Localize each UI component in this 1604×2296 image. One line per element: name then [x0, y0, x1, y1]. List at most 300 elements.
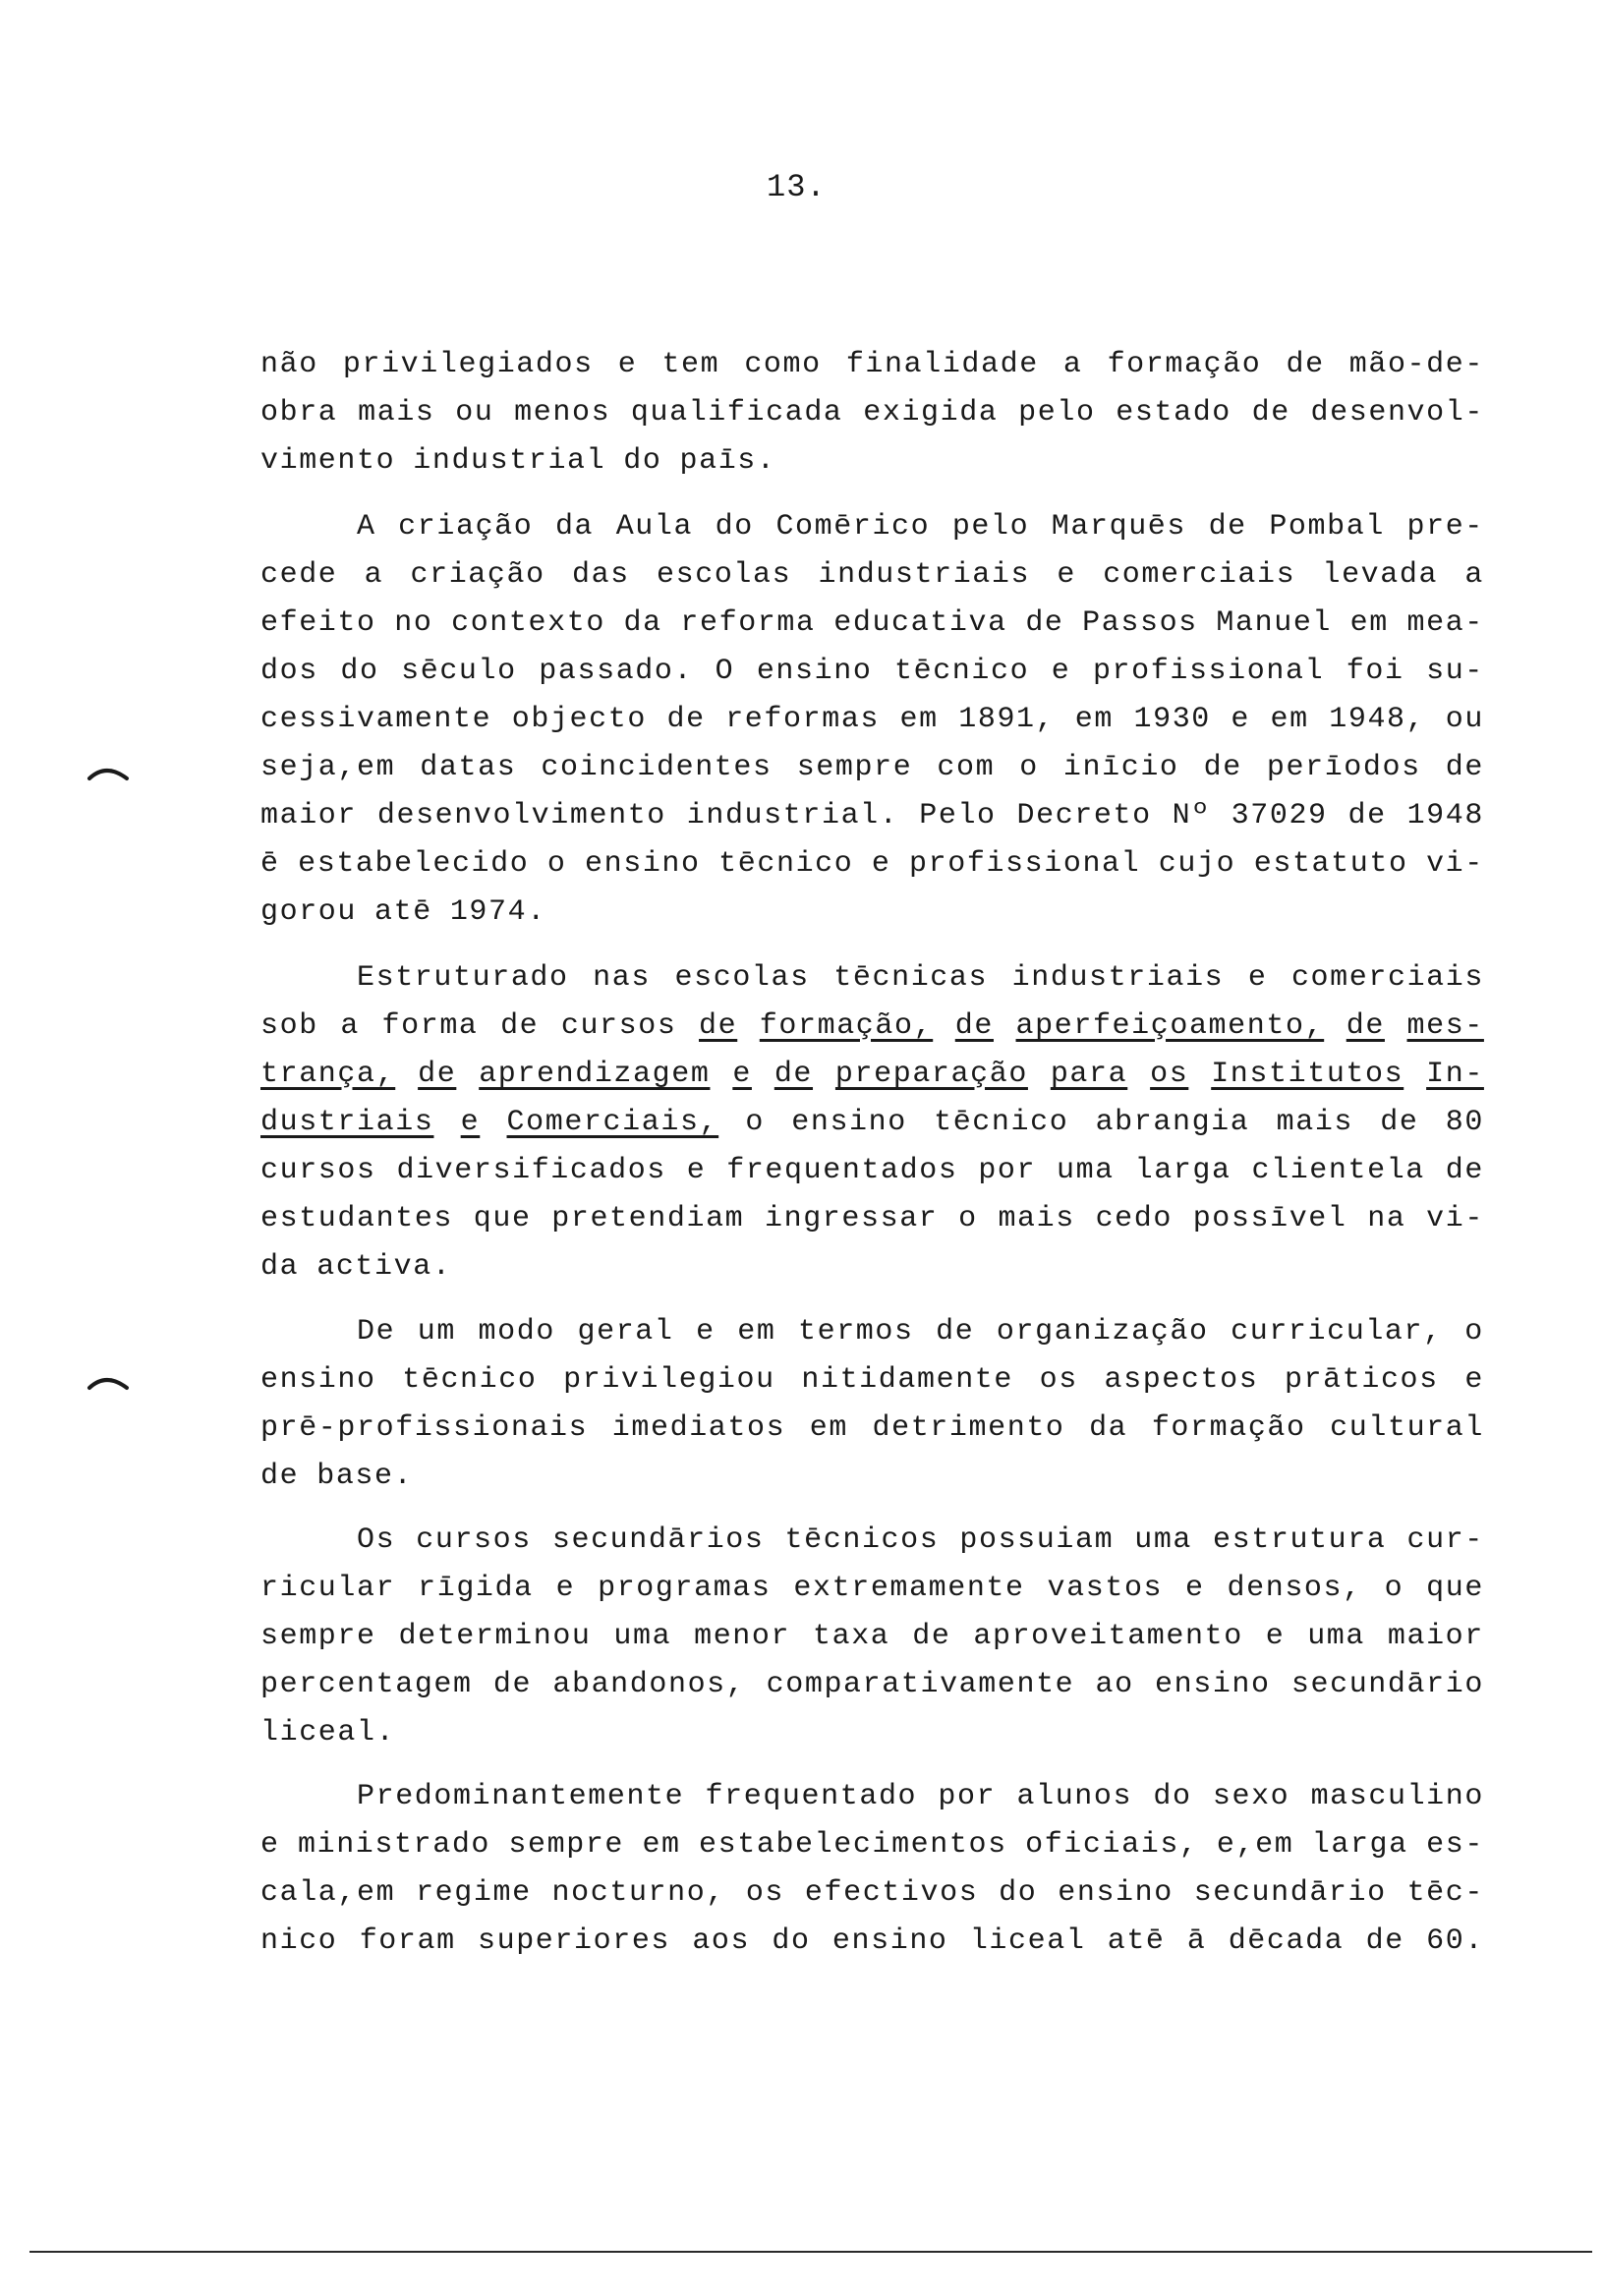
word: por [978, 1154, 1037, 1187]
text-line [260, 792, 1484, 840]
word: 80 [1445, 1106, 1484, 1139]
word: de [912, 1620, 951, 1653]
text-line [260, 1147, 1484, 1195]
word: organização [996, 1315, 1209, 1349]
word: regime [416, 1876, 532, 1910]
word: de [1208, 510, 1247, 544]
text-line [260, 1869, 1484, 1918]
word: profissional [1092, 655, 1325, 688]
word: aperfeiçoamento, [1015, 1009, 1325, 1043]
paragraph-5 [260, 1773, 1484, 1966]
text-line [260, 1821, 1484, 1869]
word: atē [1107, 1924, 1166, 1958]
word: ou [1445, 703, 1484, 736]
word: inīcio [1062, 751, 1179, 784]
word: liceal [969, 1924, 1086, 1958]
word: o [1019, 751, 1039, 784]
word: es- [1426, 1828, 1484, 1862]
word: de [954, 1009, 994, 1043]
text-line [260, 1308, 1484, 1356]
word: secundārio [1193, 1876, 1387, 1910]
word: diversificados [396, 1154, 666, 1187]
word: sempre [508, 1828, 625, 1862]
word: e [1051, 655, 1071, 688]
word: vi- [1426, 847, 1484, 881]
word: e [732, 1058, 752, 1091]
word: detrimento [872, 1411, 1065, 1445]
word: possuiam [959, 1523, 1115, 1557]
word: exigida [863, 396, 999, 430]
word: e [1247, 961, 1268, 995]
word: na [1367, 1202, 1406, 1235]
word: ensino [1155, 1668, 1271, 1701]
bottom-rule [29, 2251, 1592, 2253]
word: ensino [791, 1106, 907, 1139]
word: Comērico [775, 510, 931, 544]
word: que [1426, 1572, 1484, 1605]
word: e [555, 1572, 576, 1605]
word: programas [598, 1572, 772, 1605]
text-line [260, 1773, 1484, 1821]
word: de [500, 1009, 540, 1043]
word: sexo [1212, 1780, 1290, 1813]
word: sempre [796, 751, 913, 784]
word: comparativamente [766, 1668, 1075, 1701]
word: da [623, 606, 662, 640]
word: efectivos [804, 1876, 979, 1910]
word: menos [514, 396, 611, 430]
word: com [937, 751, 996, 784]
word: estrutura [1213, 1523, 1387, 1557]
word: em [809, 1411, 848, 1445]
word: cultural [1330, 1411, 1484, 1445]
word: de [1445, 1154, 1484, 1187]
text-line [260, 840, 1484, 889]
word: tēc- [1406, 1876, 1484, 1910]
word: foi [1346, 655, 1404, 688]
word: e [1057, 558, 1076, 592]
word: ao [1095, 1668, 1134, 1701]
word: em [1349, 606, 1389, 640]
word: sob [260, 1009, 318, 1043]
word: o [546, 847, 567, 881]
word: base. [316, 1460, 414, 1493]
word: ensino [1058, 1876, 1174, 1910]
word: vi- [1426, 1202, 1484, 1235]
word: reforma [680, 606, 816, 640]
word: 37029 [1231, 799, 1328, 832]
word: cur- [1406, 1523, 1484, 1557]
word: de [418, 1058, 457, 1091]
word: clientela [1251, 1154, 1425, 1187]
word: e [1265, 1620, 1286, 1653]
word: aprendizagem [479, 1058, 711, 1091]
word: geral [577, 1315, 674, 1349]
word: industrial. [686, 799, 899, 832]
margin-mark-lower [86, 1374, 130, 1392]
text-line [260, 954, 1484, 1003]
word: não [260, 348, 318, 381]
text-line [260, 1918, 1484, 1966]
word: estabelecido [298, 847, 530, 881]
word: larga [1311, 1828, 1408, 1862]
word: e [871, 847, 891, 881]
word: alunos [1016, 1780, 1133, 1813]
word: objecto [511, 703, 647, 736]
word: em [1270, 703, 1309, 736]
word: trança, [260, 1058, 396, 1091]
word: uma [613, 1620, 672, 1653]
word: criação [398, 510, 534, 544]
word: secundārios [551, 1523, 765, 1557]
word: e [1231, 703, 1251, 736]
word: 1948 [1406, 799, 1484, 832]
word: oficiais, [1025, 1828, 1199, 1862]
word: criação [410, 558, 545, 592]
word: uma [1134, 1523, 1193, 1557]
word: abandonos, [552, 1668, 746, 1701]
word: maior [260, 799, 358, 832]
word: o [1384, 1572, 1404, 1605]
word: frequentados [726, 1154, 958, 1187]
word: prāticos [1284, 1363, 1439, 1397]
word: mea- [1406, 606, 1484, 640]
word: e [686, 1154, 707, 1187]
word: escolas [674, 961, 810, 995]
word: liceal. [260, 1716, 396, 1750]
word: ensino [260, 1363, 376, 1397]
word: estatuto [1253, 847, 1408, 881]
word: ministrado [298, 1828, 491, 1862]
word: determinou [398, 1620, 592, 1653]
word: o [958, 1202, 978, 1235]
word: Decreto [1016, 799, 1152, 832]
word: de [1365, 1924, 1404, 1958]
word: a [340, 1009, 360, 1043]
word: ē [260, 847, 280, 881]
word: 1891, [958, 703, 1056, 736]
word: Marquēs [1051, 510, 1187, 544]
word: superiores [478, 1924, 671, 1958]
text-line [260, 744, 1484, 792]
word: obra [260, 396, 338, 430]
word: cursos [260, 1154, 376, 1187]
text-line [260, 1356, 1484, 1405]
word: de [699, 1009, 738, 1043]
text-line [260, 389, 1484, 437]
word: estabelecimentos [699, 1828, 1007, 1862]
word: de [1347, 799, 1387, 832]
word: formação [1107, 348, 1262, 381]
word: abrangia [1095, 1106, 1250, 1139]
margin-mark-upper [86, 765, 130, 782]
word: 60. [1426, 1924, 1484, 1958]
word: desenvol- [1310, 396, 1484, 430]
word: de [773, 1058, 814, 1091]
word: por [938, 1780, 997, 1813]
word: cursos [560, 1009, 677, 1043]
word: possīvel [1192, 1202, 1347, 1235]
word: modo [478, 1315, 555, 1349]
word: de [1445, 751, 1484, 784]
word: aproveitamento [973, 1620, 1243, 1653]
word: qualificada [630, 396, 843, 430]
word: pre- [1406, 510, 1484, 544]
word: mais [358, 396, 435, 430]
word: 1974. [449, 895, 546, 929]
word: nas [593, 961, 651, 995]
word: prē-profissionais [260, 1411, 589, 1445]
word: de [1203, 751, 1242, 784]
word: contexto [451, 606, 605, 640]
word: In- [1426, 1058, 1484, 1091]
word: ingressar [764, 1202, 939, 1235]
word: e [1185, 1572, 1205, 1605]
word: a [1062, 348, 1083, 381]
word: Pombal [1269, 510, 1385, 544]
word: de [1380, 1106, 1419, 1139]
page-number: 13. [767, 169, 827, 205]
word: preparação [834, 1058, 1028, 1091]
word: de [936, 1315, 975, 1349]
word: pretendiam [551, 1202, 745, 1235]
word: comerciais [1103, 558, 1296, 592]
word: cujo [1158, 847, 1236, 881]
word: Comerciais, [506, 1106, 719, 1139]
word: Nº [1172, 799, 1211, 832]
text-line [260, 648, 1484, 696]
word: tēcnico [402, 1363, 538, 1397]
word: ou [455, 396, 494, 430]
word: vastos [1047, 1572, 1164, 1605]
word: mais [998, 1202, 1075, 1235]
word: educativa [833, 606, 1007, 640]
word: aos [692, 1924, 751, 1958]
word: de [666, 703, 706, 736]
word: industrial [413, 444, 606, 478]
word: como [744, 348, 822, 381]
word: frequentado [705, 1780, 918, 1813]
word: do [999, 1876, 1038, 1910]
word: coincidentes [541, 751, 773, 784]
word: do [772, 1924, 811, 1958]
word: tēcnicos [784, 1523, 940, 1557]
word: su- [1426, 655, 1484, 688]
word: rīgida [418, 1572, 534, 1605]
word: ricular [260, 1572, 396, 1605]
text-line [260, 1051, 1484, 1099]
word: perīodos [1266, 751, 1421, 784]
word: e,em [1216, 1828, 1294, 1862]
word: paīs. [679, 444, 776, 478]
word: mão-de- [1348, 348, 1484, 381]
word: em [737, 1315, 776, 1349]
word: nico [260, 1924, 338, 1958]
word: um [417, 1315, 456, 1349]
text-line [260, 341, 1484, 389]
word: nitidamente [801, 1363, 1014, 1397]
word: foram [359, 1924, 456, 1958]
word: do [340, 655, 379, 688]
word: termos [797, 1315, 914, 1349]
text-line [260, 889, 1484, 937]
word: do [1153, 1780, 1192, 1813]
word: sempre [260, 1620, 376, 1653]
word: ā [1186, 1924, 1207, 1958]
word: que [473, 1202, 532, 1235]
word: em [899, 703, 939, 736]
word: tēcnicas [833, 961, 989, 995]
word: da [1089, 1411, 1128, 1445]
text-line [260, 1709, 1484, 1757]
word: dustriais [260, 1106, 434, 1139]
word: da [260, 1250, 300, 1284]
paragraph-2 [260, 954, 1484, 1292]
word: Os [357, 1523, 396, 1557]
word: 1948, [1329, 703, 1426, 736]
word: mes- [1406, 1009, 1484, 1043]
word: a [1464, 558, 1484, 592]
word: mais [1276, 1106, 1354, 1139]
word: cala,em [260, 1876, 396, 1910]
word: da [554, 510, 595, 544]
paragraph-0 [260, 341, 1484, 486]
text-line [260, 1565, 1484, 1613]
word: Predominantemente [357, 1780, 685, 1813]
word: Pelo [919, 799, 997, 832]
word: Passos [1082, 606, 1198, 640]
word: datas [420, 751, 517, 784]
word: taxa [812, 1620, 890, 1653]
word: passado. [539, 655, 694, 688]
word: tem [661, 348, 720, 381]
word: e [617, 348, 638, 381]
word: curricular, [1231, 1315, 1443, 1349]
word: de [492, 1668, 533, 1701]
word: Estruturado [357, 961, 569, 995]
word: densos, [1227, 1572, 1362, 1605]
text-line [260, 1405, 1484, 1453]
word: os [745, 1876, 785, 1910]
word: e [260, 1828, 280, 1862]
word: masculino [1310, 1780, 1484, 1813]
word: formação, [759, 1009, 934, 1043]
text-line [260, 696, 1484, 744]
word: 1930 [1133, 703, 1211, 736]
word: levada [1322, 558, 1439, 592]
word: A [357, 510, 376, 544]
word: larga [1134, 1154, 1232, 1187]
word: forma [381, 1009, 479, 1043]
word: tēcnico [934, 1106, 1069, 1139]
word: tēcnico [894, 655, 1030, 688]
word: vimento [260, 444, 396, 478]
word: desenvolvimento [376, 799, 666, 832]
word: seja,em [260, 751, 396, 784]
word: nocturno, [551, 1876, 725, 1910]
text-line [260, 1195, 1484, 1243]
word: Institutos [1211, 1058, 1404, 1091]
word: a [364, 558, 384, 592]
word: para [1050, 1058, 1128, 1091]
word: comerciais [1290, 961, 1484, 995]
paragraph-4 [260, 1517, 1484, 1757]
word: em [642, 1828, 681, 1862]
word: os [1039, 1363, 1078, 1397]
word: de [1346, 1009, 1385, 1043]
word: gorou [260, 895, 358, 929]
word: de [1251, 396, 1290, 430]
word: profissional [909, 847, 1141, 881]
word: pelo [1018, 396, 1096, 430]
text-line [260, 551, 1484, 600]
word: privilegiados [342, 348, 594, 381]
word: e [1464, 1363, 1484, 1397]
word: cede [260, 558, 338, 592]
text-line [260, 1243, 1484, 1292]
word: dos [260, 655, 318, 688]
word: sēculo [401, 655, 517, 688]
word: secundārio [1290, 1668, 1484, 1701]
word: formação [1151, 1411, 1306, 1445]
word: Manuel [1216, 606, 1333, 640]
word: ensino [585, 847, 701, 881]
word: activa. [316, 1250, 452, 1284]
text-line [260, 1453, 1484, 1501]
word: O [715, 655, 735, 688]
text-line [260, 600, 1484, 648]
word: cursos [416, 1523, 532, 1557]
word: efeito [260, 606, 376, 640]
word: maior [1387, 1620, 1484, 1653]
word: ensino [756, 655, 873, 688]
word: o [745, 1106, 765, 1139]
word: e [460, 1106, 481, 1139]
word: industriais [1011, 961, 1225, 995]
word: aspectos [1104, 1363, 1259, 1397]
text-line [260, 1613, 1484, 1661]
word: menor [694, 1620, 791, 1653]
text-line [260, 1003, 1484, 1051]
word: no [394, 606, 433, 640]
word: do [715, 510, 754, 544]
word: o [1464, 1315, 1484, 1349]
word: uma [1307, 1620, 1365, 1653]
text-line [260, 503, 1484, 551]
word: percentagem [260, 1668, 473, 1701]
word: dēcada [1228, 1924, 1345, 1958]
word: atē [374, 895, 432, 929]
word: das [571, 558, 630, 592]
word: cedo [1095, 1202, 1173, 1235]
word: estado [1116, 396, 1232, 430]
word: do [623, 444, 662, 478]
word: reformas [725, 703, 881, 736]
paragraph-3 [260, 1308, 1484, 1501]
paragraph-1 [260, 503, 1484, 937]
word: Aula [615, 510, 694, 544]
word: extremamente [793, 1572, 1025, 1605]
word: em [1074, 703, 1114, 736]
word: industriais [818, 558, 1031, 592]
word: De [357, 1315, 396, 1349]
text-line [260, 1099, 1484, 1147]
word: de [1286, 348, 1325, 381]
text-line [260, 1517, 1484, 1565]
word: escolas [657, 558, 792, 592]
text-line [260, 437, 1484, 486]
word: de [1025, 606, 1064, 640]
